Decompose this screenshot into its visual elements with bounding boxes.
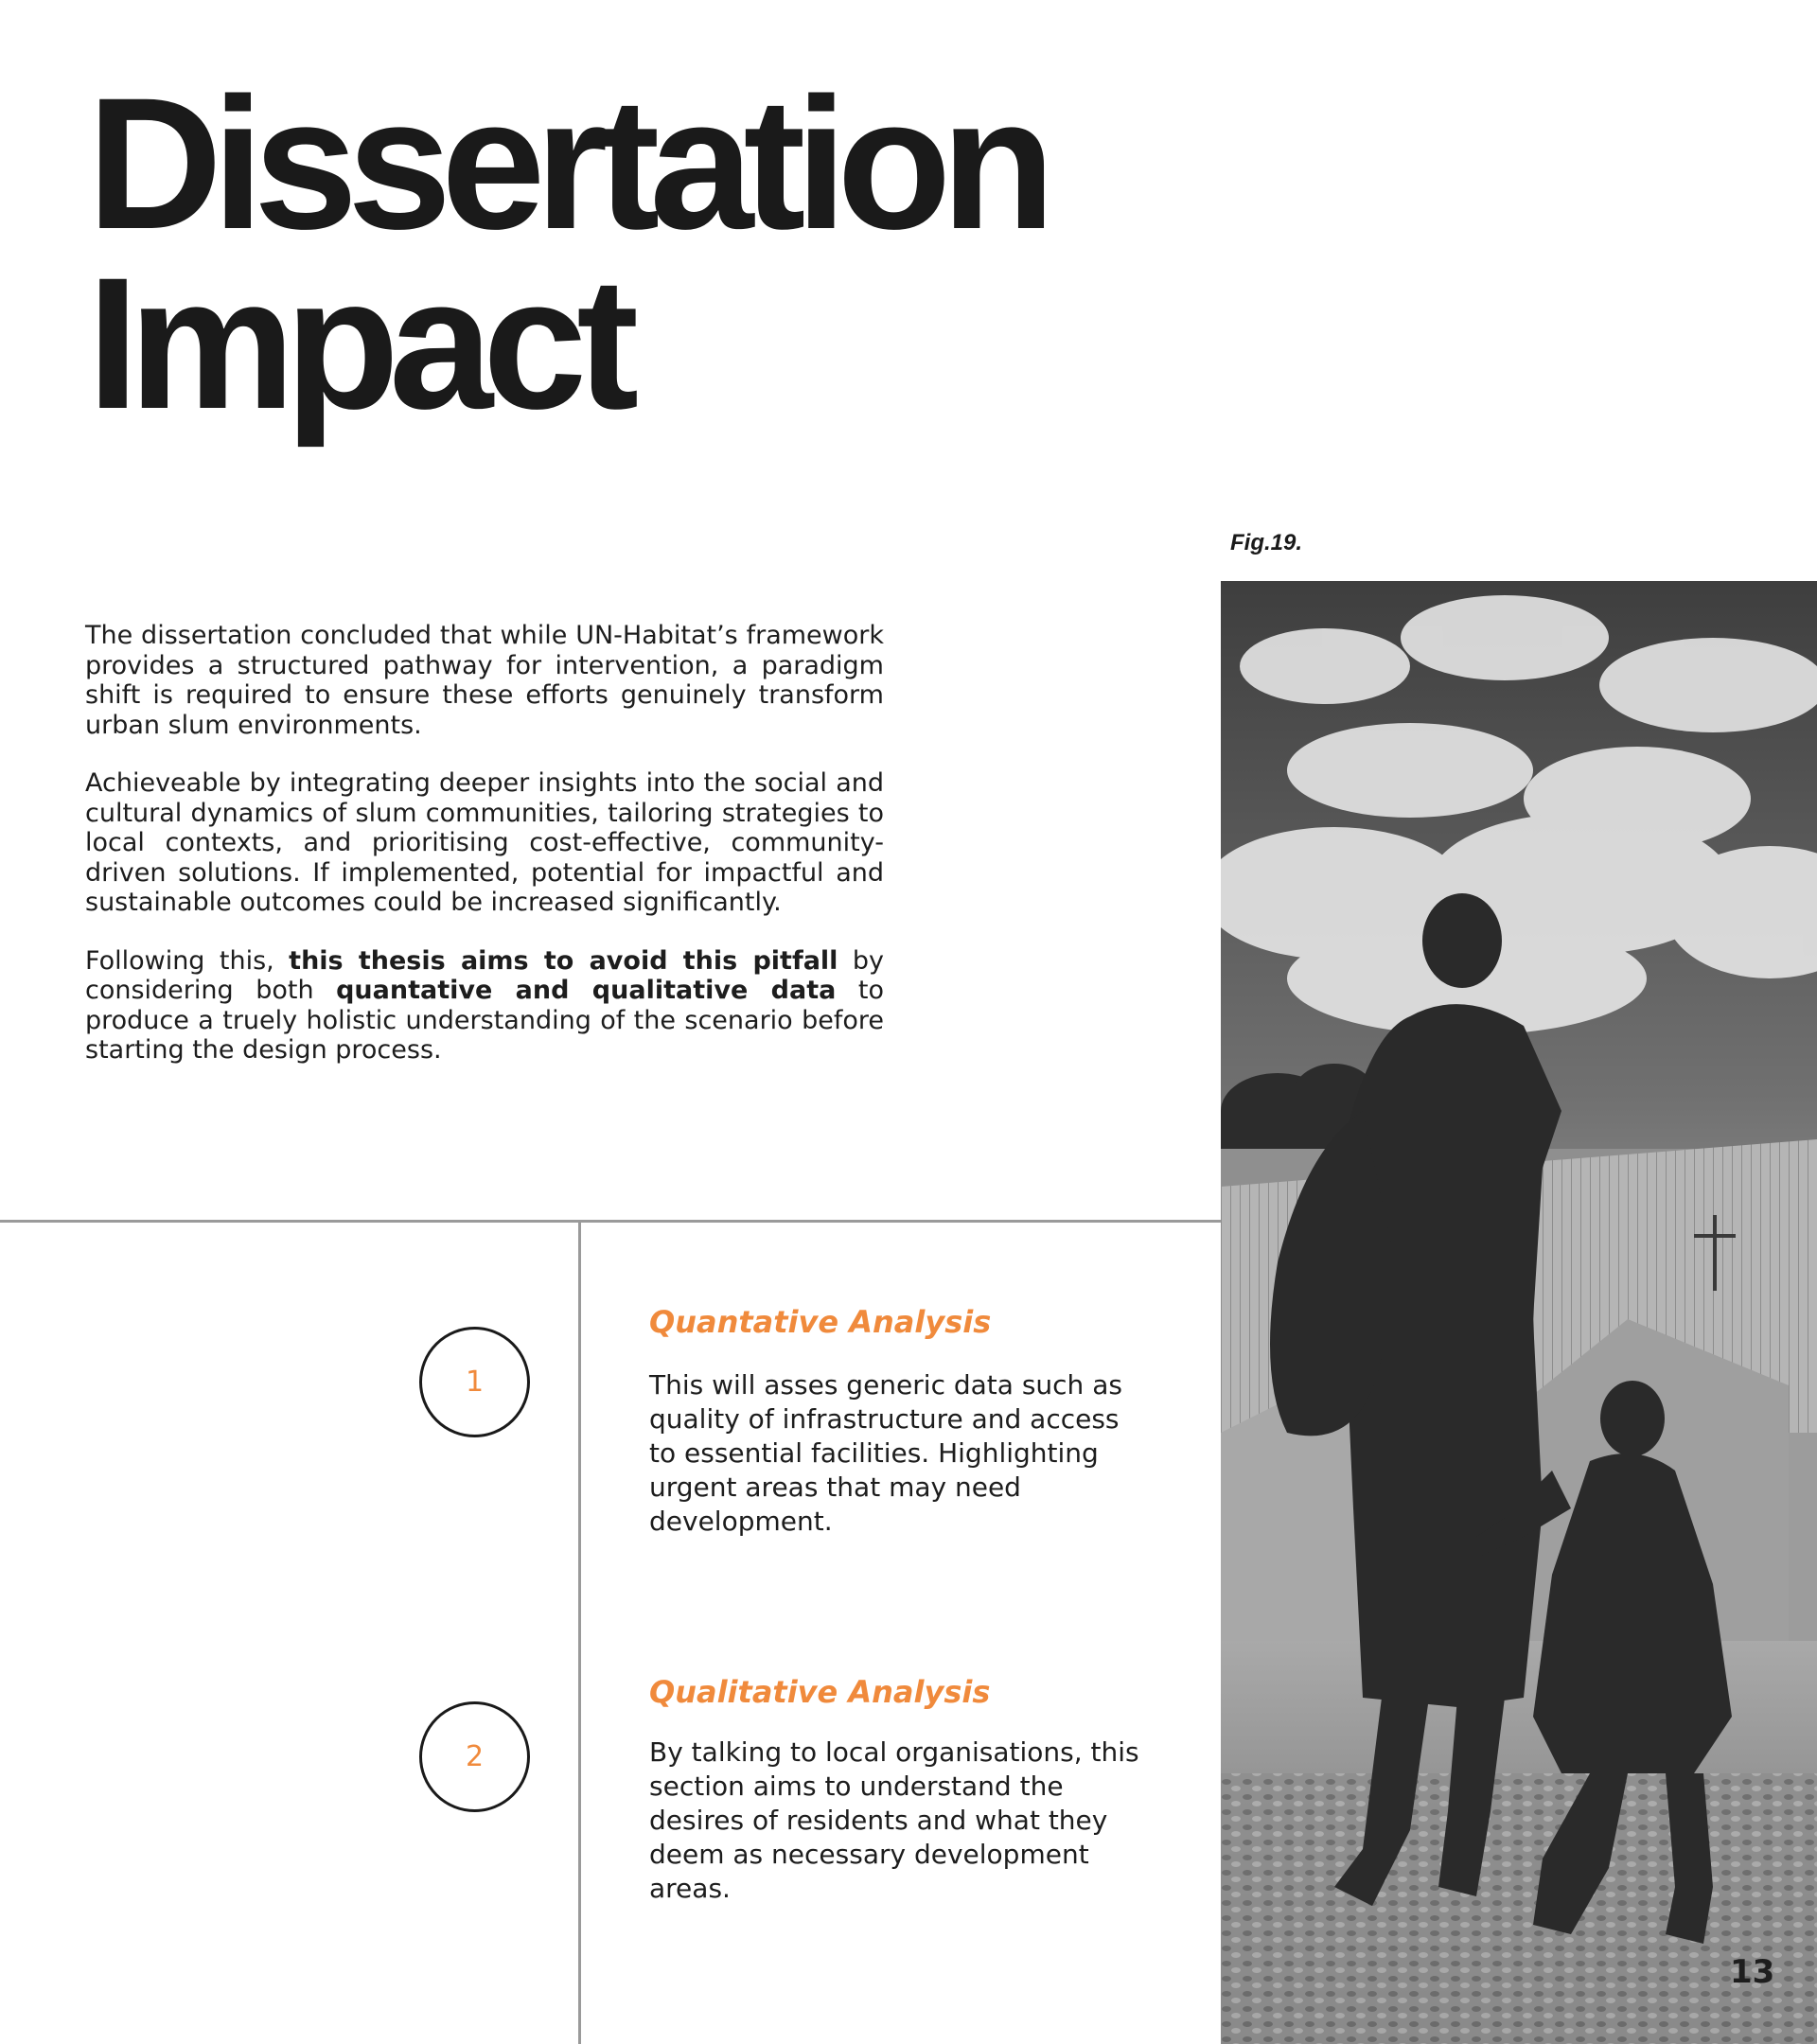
intro-p3-text-b: by considering both <box>85 945 884 1005</box>
vertical-divider <box>578 1220 581 2044</box>
intro-p3-text-c: to produce a truely holistic understanding of the scenario before starting the design process. <box>85 976 884 1065</box>
page-number: 13 <box>1730 1953 1775 1991</box>
step-1-description: This will asses generic data such as quality of infrastructure and access to essential facilities. Highlighting urgent areas that may need development. <box>649 1369 1122 1537</box>
page-title <box>87 59 1046 448</box>
intro-text <box>85 621 884 1094</box>
intro-p3-text-a: Following this, <box>85 945 290 976</box>
figure-photo <box>1221 581 1817 2044</box>
intro-p3-emphasis-a: this thesis aims to avoid this pitfall <box>289 945 838 976</box>
title-line-1: Dissertation <box>87 59 1046 268</box>
step-2-number-circle: 2 <box>419 1701 530 1812</box>
horizontal-divider <box>0 1220 1221 1223</box>
title-line-2: Impact <box>87 238 629 448</box>
intro-paragraph-1: The dissertation concluded that while UN-Habitat’s framework provides a structured pathway for intervention, a paradigm shift is required to ensure these efforts genuinely transform urban slum environments. <box>85 621 884 740</box>
intro-paragraph-3 <box>85 946 884 1066</box>
step-2-heading: Qualitative Analysis <box>649 1674 991 1710</box>
step-1-number-circle: 1 <box>419 1327 530 1437</box>
intro-paragraph-2: Achieveable by integrating deeper insights into the social and cultural dynamics of slum communities, tailoring strategies to local contexts, and prioritising cost-effective, community-driven solutions. If implemented, potential for impactful and sustainable outcomes could be increased significantly. <box>85 768 884 917</box>
step-2-description: By talking to local organisations, this section aims to understand the desires of residents and what they deem as necessary development areas. <box>649 1736 1139 1904</box>
step-1-heading: Quantative Analysis <box>649 1304 992 1340</box>
figure-label: Fig.19. <box>1230 530 1303 555</box>
intro-p3-emphasis-b: quantative and qualitative data <box>336 976 837 1005</box>
